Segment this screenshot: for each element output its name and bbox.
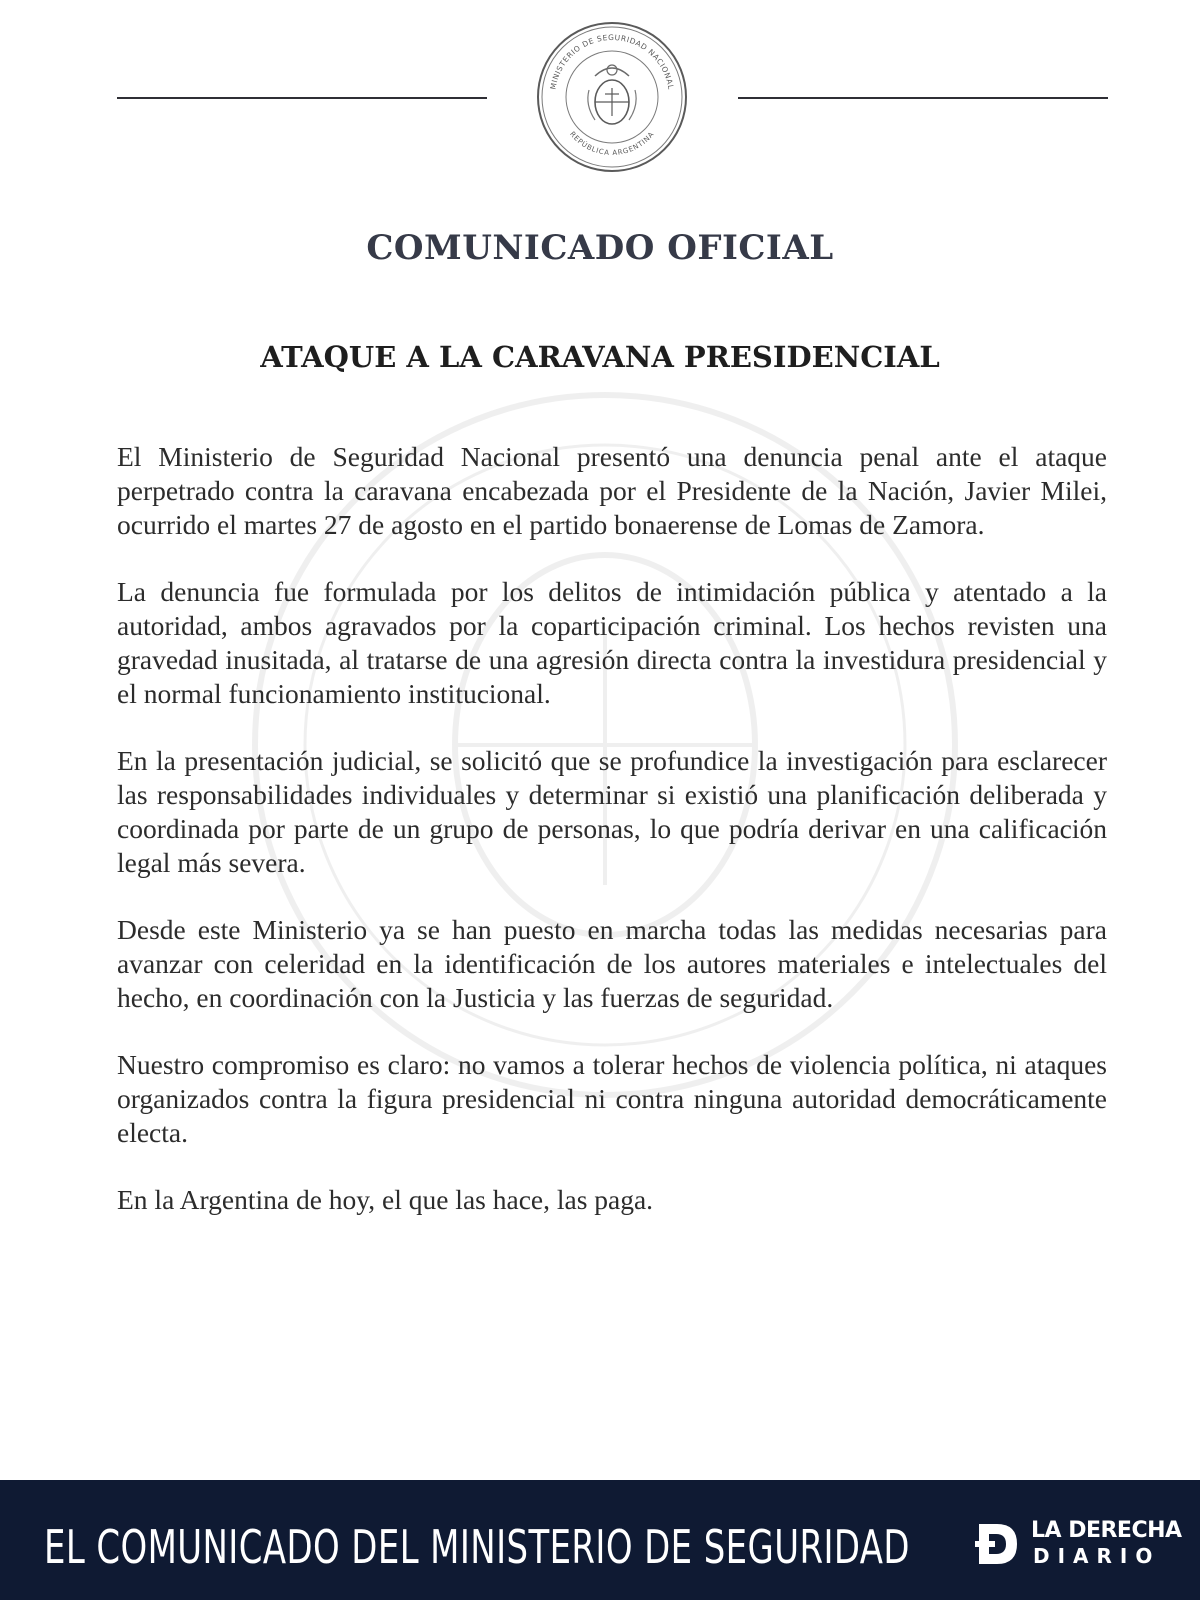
paragraph-closing: En la Argentina de hoy, el que las hace, las paga.: [117, 1184, 654, 1215]
document-subtitle: ATAQUE A LA CARAVANA PRESIDENCIAL: [260, 340, 940, 374]
paragraph: La denuncia fue formulada por los delitos de intimidación pública y atentado a la autoridad, ambos agravados por la coparticipación criminal. Los hechos revisten una gravedad inusitada, al tratarse de una agresión directa contra la investidura presidencial y el normal funcionamiento institucional.: [117, 576, 1107, 709]
la-derecha-diario-logo-icon: [975, 1520, 1021, 1568]
document-title: COMUNICADO OFICIAL: [366, 228, 834, 268]
brand-name-line1: LA DERECHA: [1031, 1518, 1182, 1543]
paragraph: Desde este Ministerio ya se han puesto en marcha todas las medidas necesarias para avanzar con celeridad en la identificación de los autores materiales e intelectuales del hecho, en coordinación con la Justicia y las fuerzas de seguridad.: [117, 914, 1107, 1013]
paragraph: El Ministerio de Seguridad Nacional presentó una denuncia penal ante el ataque perpetrado contra la caravana encabezada por el Presidente de la Nación, Javier Milei, ocurrido el martes 27 de agosto en el partido bonaerense de Lomas de Zamora.: [117, 441, 1107, 540]
paragraph: Nuestro compromiso es claro: no vamos a tolerar hechos de violencia política, ni ataques organizados contra la figura presidencial ni contra ninguna autoridad democráticamente electa.: [117, 1049, 1107, 1148]
brand-name-line2: DIARIO: [1033, 1544, 1161, 1568]
seal-text-top: MINISTERIO DE SEGURIDAD NACIONAL: [548, 32, 676, 91]
paragraph: En la presentación judicial, se solicitó que se profundice la investigación para esclarecer las responsabilidades individuales y determinar si existió una planificación deliberada y coordinada por parte de un grupo de personas, lo que podría derivar en una calificación legal más severa.: [117, 745, 1107, 878]
ministry-seal-icon: [535, 20, 689, 174]
seal-text-bottom: REPÚBLICA ARGENTINA: [568, 130, 656, 158]
document-body: [117, 440, 1107, 1250]
header-rule-left: [117, 97, 487, 99]
footer-caption: EL COMUNICADO DEL MINISTERIO DE SEGURIDAD: [44, 1520, 910, 1574]
brand-logo[interactable]: [975, 1518, 1185, 1570]
header-rule-right: [738, 97, 1108, 99]
footer-banner: [0, 1480, 1200, 1600]
